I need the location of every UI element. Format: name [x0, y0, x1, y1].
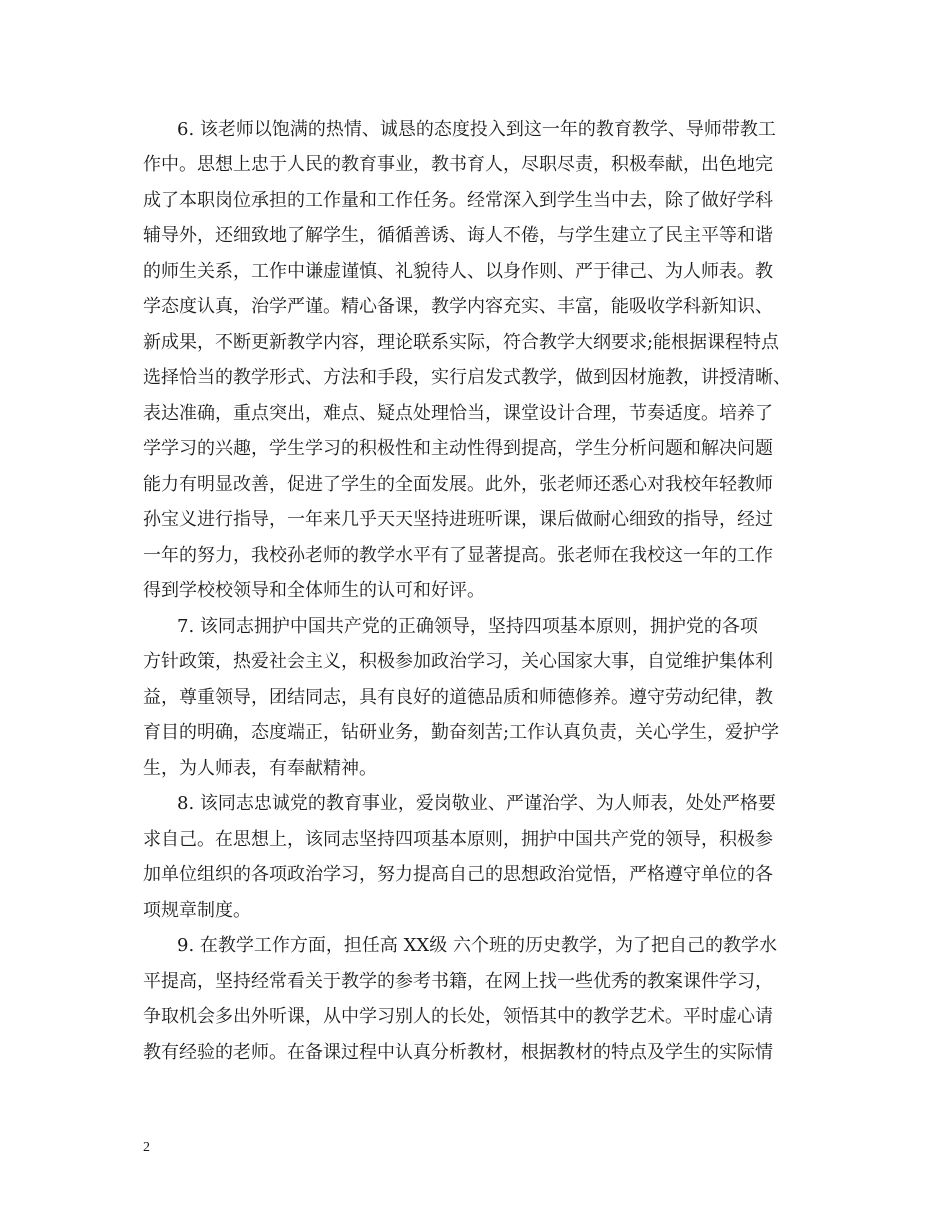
paragraph-7-line-4: 育目的明确，态度端正，钻研业务，勤奋刻苦;工作认真负责，关心学生，爱护学: [143, 722, 780, 743]
paragraph-9-line-1: 9. 在教学工作方面，担任高 XX级 六个班的历史教学，为了把自己的教学水: [177, 935, 777, 956]
paragraph-8-line-2: 求自己。在思想上，该同志坚持四项基本原则，拥护中国共产党的领导，积极参: [143, 829, 773, 850]
paragraph-6-line-14: 得到学校校领导和全体师生的认可和好评。: [143, 580, 485, 601]
paragraph-6-line-4: 辅导外，还细致地了解学生，循循善诱、诲人不倦，与学生建立了民主平等和谐: [143, 225, 773, 246]
paragraph-6-line-5: 的师生关系，工作中谦虚谨慎、礼貌待人、以身作则、严于律己、为人师表。教: [143, 261, 773, 282]
paragraph-6-line-3: 成了本职岗位承担的工作量和工作任务。经常深入到学生当中去，除了做好学科: [143, 190, 773, 211]
paragraph-6-line-7: 新成果，不断更新教学内容，理论联系实际，符合教学大纲要求;能根据课程特点: [143, 332, 780, 353]
paragraph-6-line-13: 一年的努力，我校孙老师的教学水平有了显著提高。张老师在我校这一年的工作: [143, 545, 773, 566]
paragraph-8-line-3: 加单位组织的各项政治学习，努力提高自己的思想政治觉悟，严格遵守单位的各: [143, 864, 773, 885]
paragraph-6-line-8: 选择恰当的教学形式、方法和手段，实行启发式教学，做到因材施教，讲授清晰、: [143, 367, 791, 388]
paragraph-9-line-4: 教有经验的老师。在备课过程中认真分析教材，根据教材的特点及学生的实际情: [143, 1042, 773, 1063]
paragraph-8-line-1: 8. 该同志忠诚党的教育事业，爱岗敬业、严谨治学、为人师表，处处严格要: [177, 793, 776, 814]
paragraph-8-line-4: 项规章制度。: [143, 900, 251, 921]
paragraph-6-line-10: 学学习的兴趣，学生学习的积极性和主动性得到提高，学生分析问题和解决问题: [143, 438, 773, 459]
paragraph-6-line-1: 6. 该老师以饱满的热情、诚恳的态度投入到这一年的教育教学、导师带教工: [177, 119, 776, 140]
paragraph-6-line-12: 孙宝义进行指导，一年来几乎天天坚持进班听课，课后做耐心细致的指导，经过: [143, 509, 773, 530]
page-number: 2: [143, 1140, 150, 1155]
paragraph-9-line-2: 平提高，坚持经常看关于教学的参考书籍，在网上找一些优秀的教案课件学习，: [143, 971, 773, 992]
paragraph-7-line-5: 生，为人师表，有奉献精神。: [143, 758, 377, 779]
paragraph-6-line-9: 表达准确，重点突出，难点、疑点处理恰当，课堂设计合理，节奏适度。培养了: [143, 403, 773, 424]
paragraph-7-line-1: 7. 该同志拥护中国共产党的正确领导，坚持四项基本原则，拥护党的各项: [177, 616, 758, 637]
paragraph-7-line-2: 方针政策，热爱社会主义，积极参加政治学习，关心国家大事，自觉维护集体利: [143, 651, 773, 672]
paragraph-9-line-3: 争取机会多出外听课，从中学习别人的长处，领悟其中的教学艺术。平时虚心请: [143, 1006, 773, 1027]
paragraph-6-line-11: 能力有明显改善，促进了学生的全面发展。此外，张老师还悉心对我校年轻教师: [143, 474, 773, 495]
paragraph-6-line-2: 作中。思想上忠于人民的教育事业，教书育人，尽职尽责，积极奉献，出色地完: [143, 154, 773, 175]
paragraph-7-line-3: 益，尊重领导，团结同志，具有良好的道德品质和师德修养。遵守劳动纪律，教: [143, 687, 773, 708]
paragraph-6-line-6: 学态度认真，治学严谨。精心备课，教学内容充实、丰富，能吸收学科新知识、: [143, 296, 773, 317]
